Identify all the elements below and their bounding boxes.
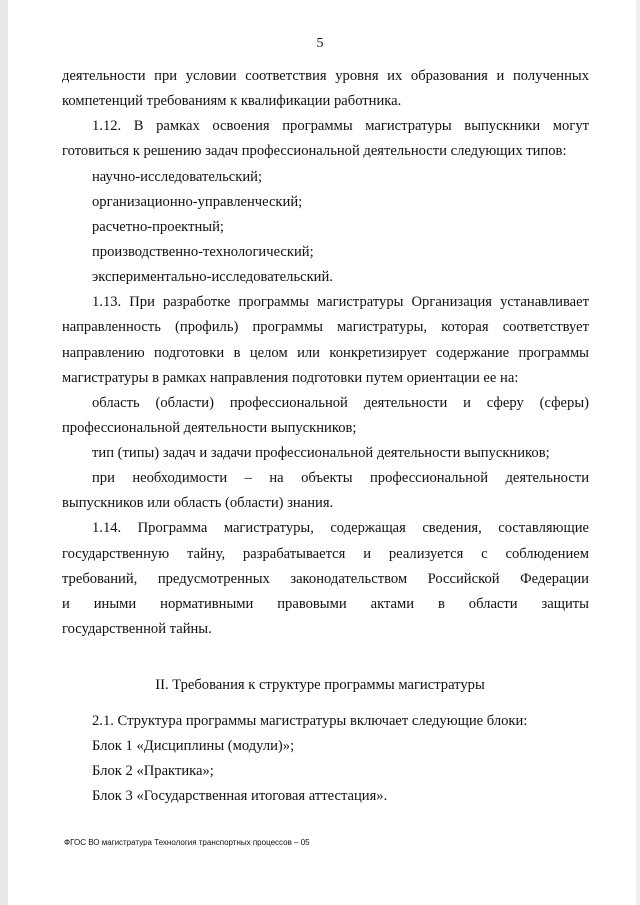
list-item: Блок 3 «Государственная итоговая аттестация».: [92, 788, 388, 804]
scan-left-edge: [0, 0, 8, 905]
paragraph-1-12-start: 1.12. В рамках освоения программы магистратуры выпускники могут: [92, 118, 589, 134]
list-item: расчетно-проектный;: [92, 219, 224, 235]
list-item: Блок 1 «Дисциплины (модули)»;: [92, 738, 295, 754]
list-item: тип (типы) задач и задачи профессиональной деятельности выпускников;: [92, 445, 550, 461]
text-line: направленность (профиль) программы магистратуры, которая соответствует: [62, 319, 589, 335]
paragraph-1-14-start: 1.14. Программа магистратуры, содержащая сведения, составляющие: [92, 520, 589, 536]
list-item: научно-исследовательский;: [92, 169, 263, 185]
text-line: компетенций требованиям к квалификации работника.: [62, 93, 402, 109]
text-line: деятельности при условии соответствия уровня их образования и полученных: [62, 68, 589, 84]
text-line: требований, предусмотренных законодательством Российской Федерации: [62, 571, 589, 587]
paragraph-2-1-start: 2.1. Структура программы магистратуры включает следующие блоки:: [92, 713, 528, 729]
list-item: организационно-управленческий;: [92, 194, 303, 210]
text-line: и иными нормативными правовыми актами в области защиты: [62, 596, 589, 612]
text-line: магистратуры в рамках направления подготовки путем ориентации ее на:: [62, 370, 519, 386]
text-line: выпускников или область (области) знания.: [62, 495, 334, 511]
scan-right-edge: [636, 0, 640, 905]
list-item: Блок 2 «Практика»;: [92, 763, 214, 779]
page-number: 5: [316, 36, 324, 51]
list-item: экспериментально-исследовательский.: [92, 269, 333, 285]
list-item: при необходимости – на объекты профессиональной деятельности: [92, 470, 589, 486]
list-item: область (области) профессиональной деятельности и сферу (сферы): [92, 395, 589, 411]
document-footer: ФГОС ВО магистратура Технология транспортных процессов – 05: [64, 838, 310, 847]
text-line: направлению подготовки в целом или конкретизирует содержание программы: [62, 345, 589, 361]
text-line: государственной тайны.: [62, 621, 212, 637]
list-item: производственно-технологический;: [92, 244, 314, 260]
text-line: государственную тайну, разрабатывается и реализуется с соблюдением: [62, 546, 589, 562]
section-heading: II. Требования к структуре программы магистратуры: [155, 677, 485, 693]
paragraph-1-13-start: 1.13. При разработке программы магистратуры Организация устанавливает: [92, 294, 589, 310]
text-line: профессиональной деятельности выпускников;: [62, 420, 357, 436]
text-line: готовиться к решению задач профессиональной деятельности следующих типов:: [62, 143, 567, 159]
